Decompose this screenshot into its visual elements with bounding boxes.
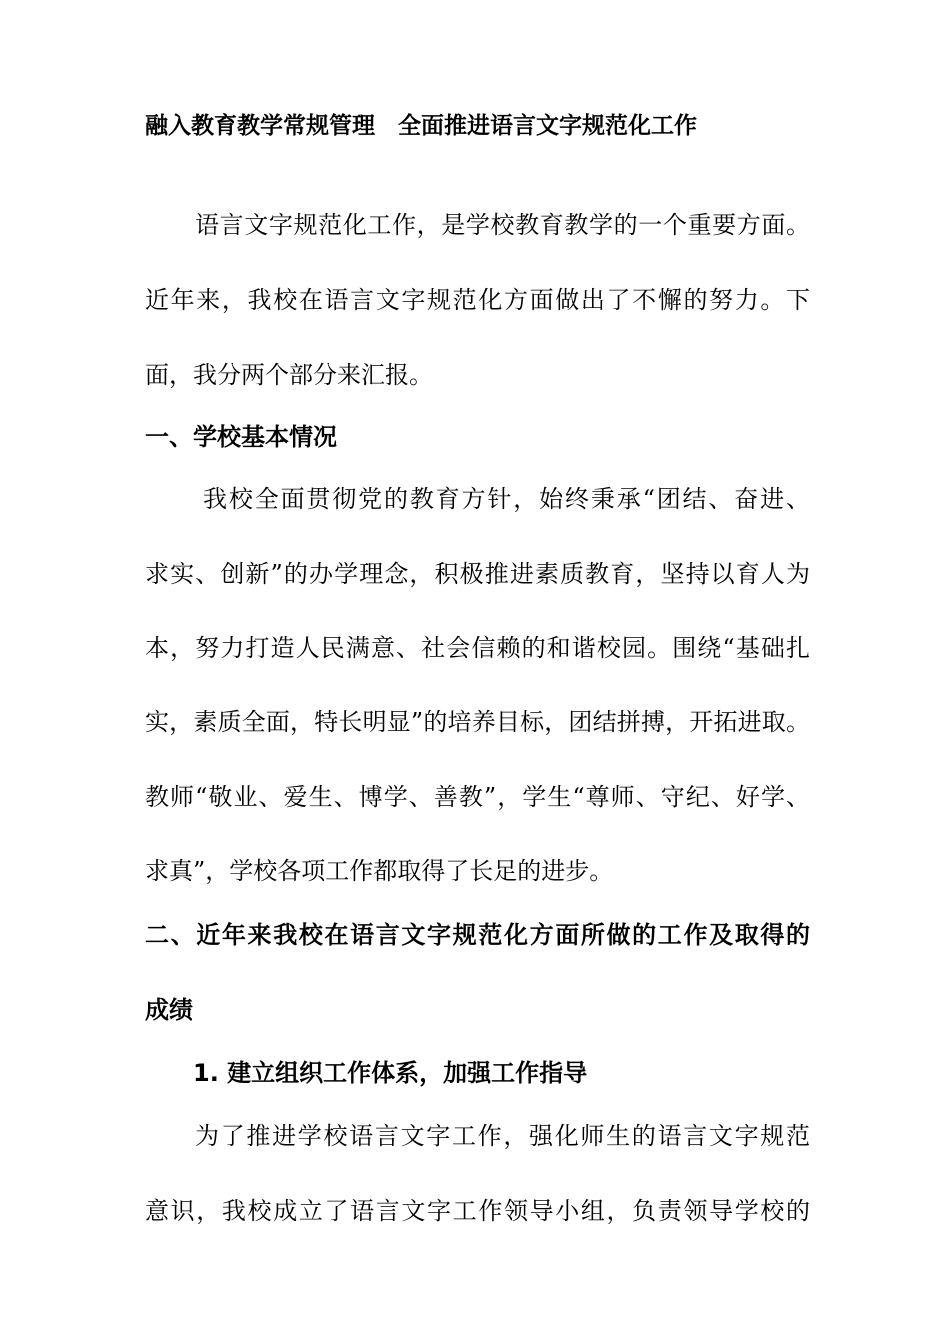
- paragraph-line: 教师“敬业、爱生、博学、善教”，学生“尊师、守纪、好学、: [145, 783, 810, 811]
- document-title: 融入教育教学常规管理 全面推进语言文字规范化工作: [145, 113, 697, 139]
- section-heading-continued: 成绩: [145, 996, 193, 1024]
- paragraph-line: 面，我分两个部分来汇报。: [145, 361, 433, 389]
- paragraph-line: 为了推进学校语言文字工作，强化师生的语言文字规范: [195, 1122, 810, 1150]
- paragraph-line: 意识，我校成立了语言文字工作领导小组，负责领导学校的: [145, 1197, 810, 1225]
- paragraph-line: 求实、创新”的办学理念，积极推进素质教育，坚持以育人为: [145, 560, 810, 588]
- paragraph-line: 语言文字规范化工作，是学校教育教学的一个重要方面。: [195, 211, 810, 239]
- paragraph-line: 本，努力打造人民满意、社会信赖的和谐校园。围绕“基础扎: [145, 634, 810, 662]
- paragraph-line: 我校全面贯彻党的教育方针，始终秉承“团结、奋进、: [203, 485, 810, 513]
- paragraph-line: 求真”，学校各项工作都取得了长足的进步。: [145, 857, 614, 885]
- section-heading: 一、学校基本情况: [145, 423, 337, 451]
- section-heading: 二、近年来我校在语言文字规范化方面所做的工作及取得的: [145, 921, 810, 949]
- paragraph-line: 实，素质全面，特长明显”的培养目标，团结拼搏，开拓进取。: [145, 708, 810, 736]
- paragraph-line: 近年来，我校在语言文字规范化方面做出了不懈的努力。下: [145, 286, 810, 314]
- subsection-heading: 1. 建立组织工作体系，加强工作指导: [193, 1059, 588, 1087]
